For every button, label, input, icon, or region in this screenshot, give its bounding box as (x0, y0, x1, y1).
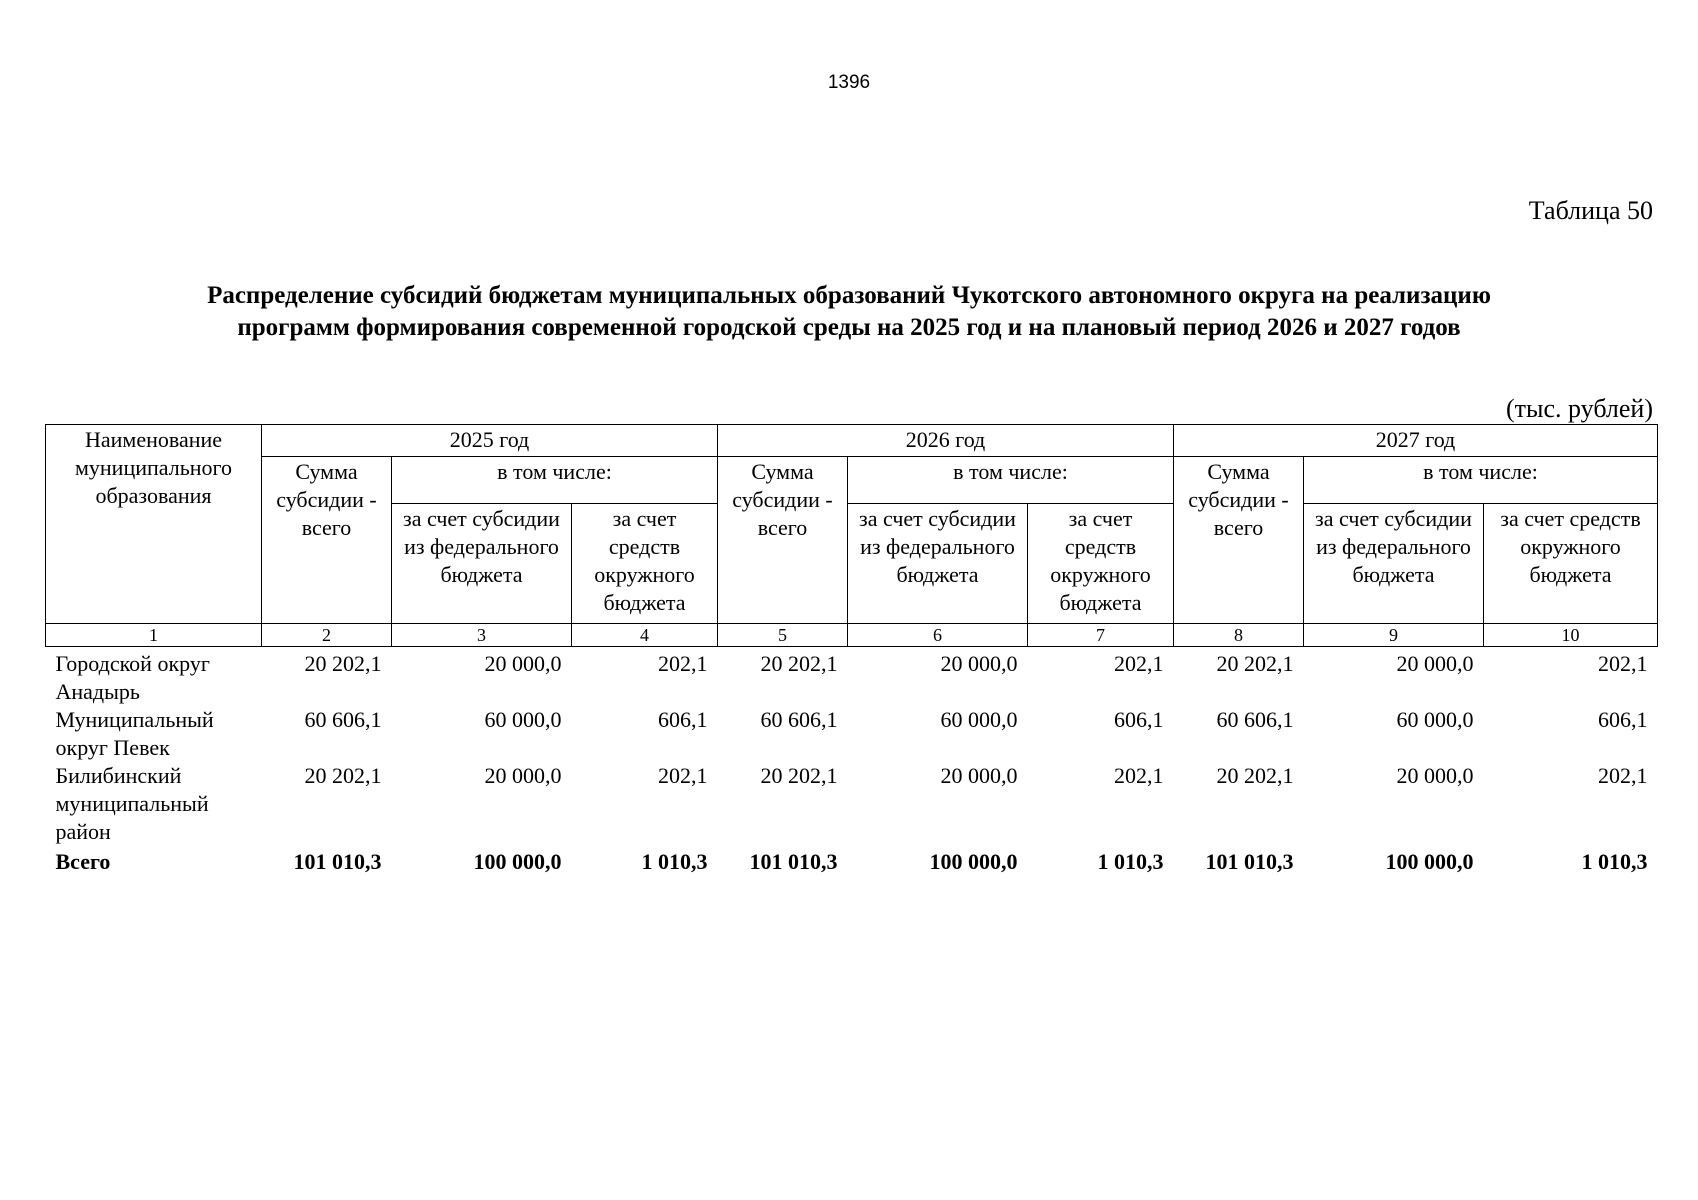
header-district-2026: за счет средств окружного бюджета (1028, 504, 1174, 624)
column-number: 9 (1304, 624, 1484, 647)
header-year-2026: 2026 год (718, 425, 1174, 457)
total-cell: 1 010,3 (1581, 849, 1648, 874)
header-total-2026: Сумма субсидии - всего (718, 457, 848, 624)
value-cell: 20 202,1 (304, 651, 382, 676)
total-cell: 101 010,3 (1205, 849, 1294, 874)
page-number: 1396 (827, 72, 871, 93)
value-cell: 60 000,0 (484, 707, 562, 732)
value-cell: 20 000,0 (484, 651, 562, 676)
column-number: 3 (392, 624, 572, 647)
header-municipality: Наименование муниципального образования (46, 425, 262, 624)
column-number: 6 (848, 624, 1028, 647)
value-cell: 202,1 (658, 763, 708, 788)
header-total-2027: Сумма субсидии - всего (1174, 457, 1304, 624)
column-number: 7 (1028, 624, 1174, 647)
total-cell: 1 010,3 (1097, 849, 1164, 874)
document-title (60, 280, 1638, 344)
value-cell: 60 606,1 (304, 707, 382, 732)
value-cell: 20 202,1 (1216, 763, 1294, 788)
value-cell: 20 000,0 (1396, 651, 1474, 676)
municipality-name: Муниципальный округ Певек (55, 707, 214, 760)
municipality-name: Городской округ Анадырь (55, 651, 210, 704)
header-including-2026: в том числе: (848, 457, 1174, 504)
value-cell: 60 606,1 (1216, 707, 1294, 732)
value-cell: 20 202,1 (760, 763, 838, 788)
header-including-2027: в том числе: (1304, 457, 1658, 504)
total-cell: 101 010,3 (293, 849, 382, 874)
value-cell: 202,1 (1598, 651, 1648, 676)
total-cell: 100 000,0 (473, 849, 562, 874)
title-line-1: Распределение субсидий бюджетам муниципальных образований Чукотского автономного округа на реализацию (207, 282, 1491, 309)
header-including-2025: в том числе: (392, 457, 718, 504)
value-cell: 202,1 (1114, 763, 1164, 788)
value-cell: 606,1 (1114, 707, 1164, 732)
value-cell: 60 000,0 (1396, 707, 1474, 732)
column-number: 5 (718, 624, 848, 647)
title-line-2: программ формирования современной городской среды на 2025 год и на плановый период 2026 и 2027 годов (237, 314, 1461, 341)
column-number: 2 (262, 624, 392, 647)
value-cell: 202,1 (1114, 651, 1164, 676)
value-cell: 606,1 (658, 707, 708, 732)
table-caption: Таблица 50 (1528, 196, 1653, 225)
total-cell: 1 010,3 (641, 849, 708, 874)
header-year-2027: 2027 год (1174, 425, 1658, 457)
total-row (46, 846, 1658, 876)
column-number: 4 (572, 624, 718, 647)
header-federal-2026: за счет субсидии из федерального бюджета (848, 504, 1028, 624)
value-cell: 60 000,0 (940, 707, 1018, 732)
value-cell: 20 202,1 (304, 763, 382, 788)
header-district-2025: за счет средств окружного бюджета (572, 504, 718, 624)
total-cell: 100 000,0 (929, 849, 1018, 874)
table-row (46, 647, 1658, 707)
value-cell: 60 606,1 (760, 707, 838, 732)
subsidy-table (45, 424, 1658, 876)
column-number: 10 (1484, 624, 1658, 647)
value-cell: 20 000,0 (940, 651, 1018, 676)
value-cell: 202,1 (1598, 763, 1648, 788)
header-total-2025: Сумма субсидии - всего (262, 457, 392, 624)
value-cell: 606,1 (1598, 707, 1648, 732)
header-federal-2027: за счет субсидии из федерального бюджета (1304, 504, 1484, 624)
value-cell: 20 000,0 (484, 763, 562, 788)
column-number: 8 (1174, 624, 1304, 647)
municipality-name: Билибинский муниципальный район (55, 763, 209, 844)
total-cell: 101 010,3 (749, 849, 838, 874)
value-cell: 20 000,0 (1396, 763, 1474, 788)
header-district-2027: за счет средств окружного бюджета (1484, 504, 1658, 624)
table-row (46, 762, 1658, 846)
units-label: (тыс. рублей) (1505, 394, 1653, 423)
value-cell: 202,1 (658, 651, 708, 676)
total-label: Всего (55, 849, 111, 874)
table-row (46, 706, 1658, 762)
value-cell: 20 202,1 (760, 651, 838, 676)
value-cell: 20 202,1 (1216, 651, 1294, 676)
column-number: 1 (46, 624, 262, 647)
total-cell: 100 000,0 (1385, 849, 1474, 874)
header-year-2025: 2025 год (262, 425, 718, 457)
value-cell: 20 000,0 (940, 763, 1018, 788)
header-federal-2025: за счет субсидии из федерального бюджета (392, 504, 572, 624)
